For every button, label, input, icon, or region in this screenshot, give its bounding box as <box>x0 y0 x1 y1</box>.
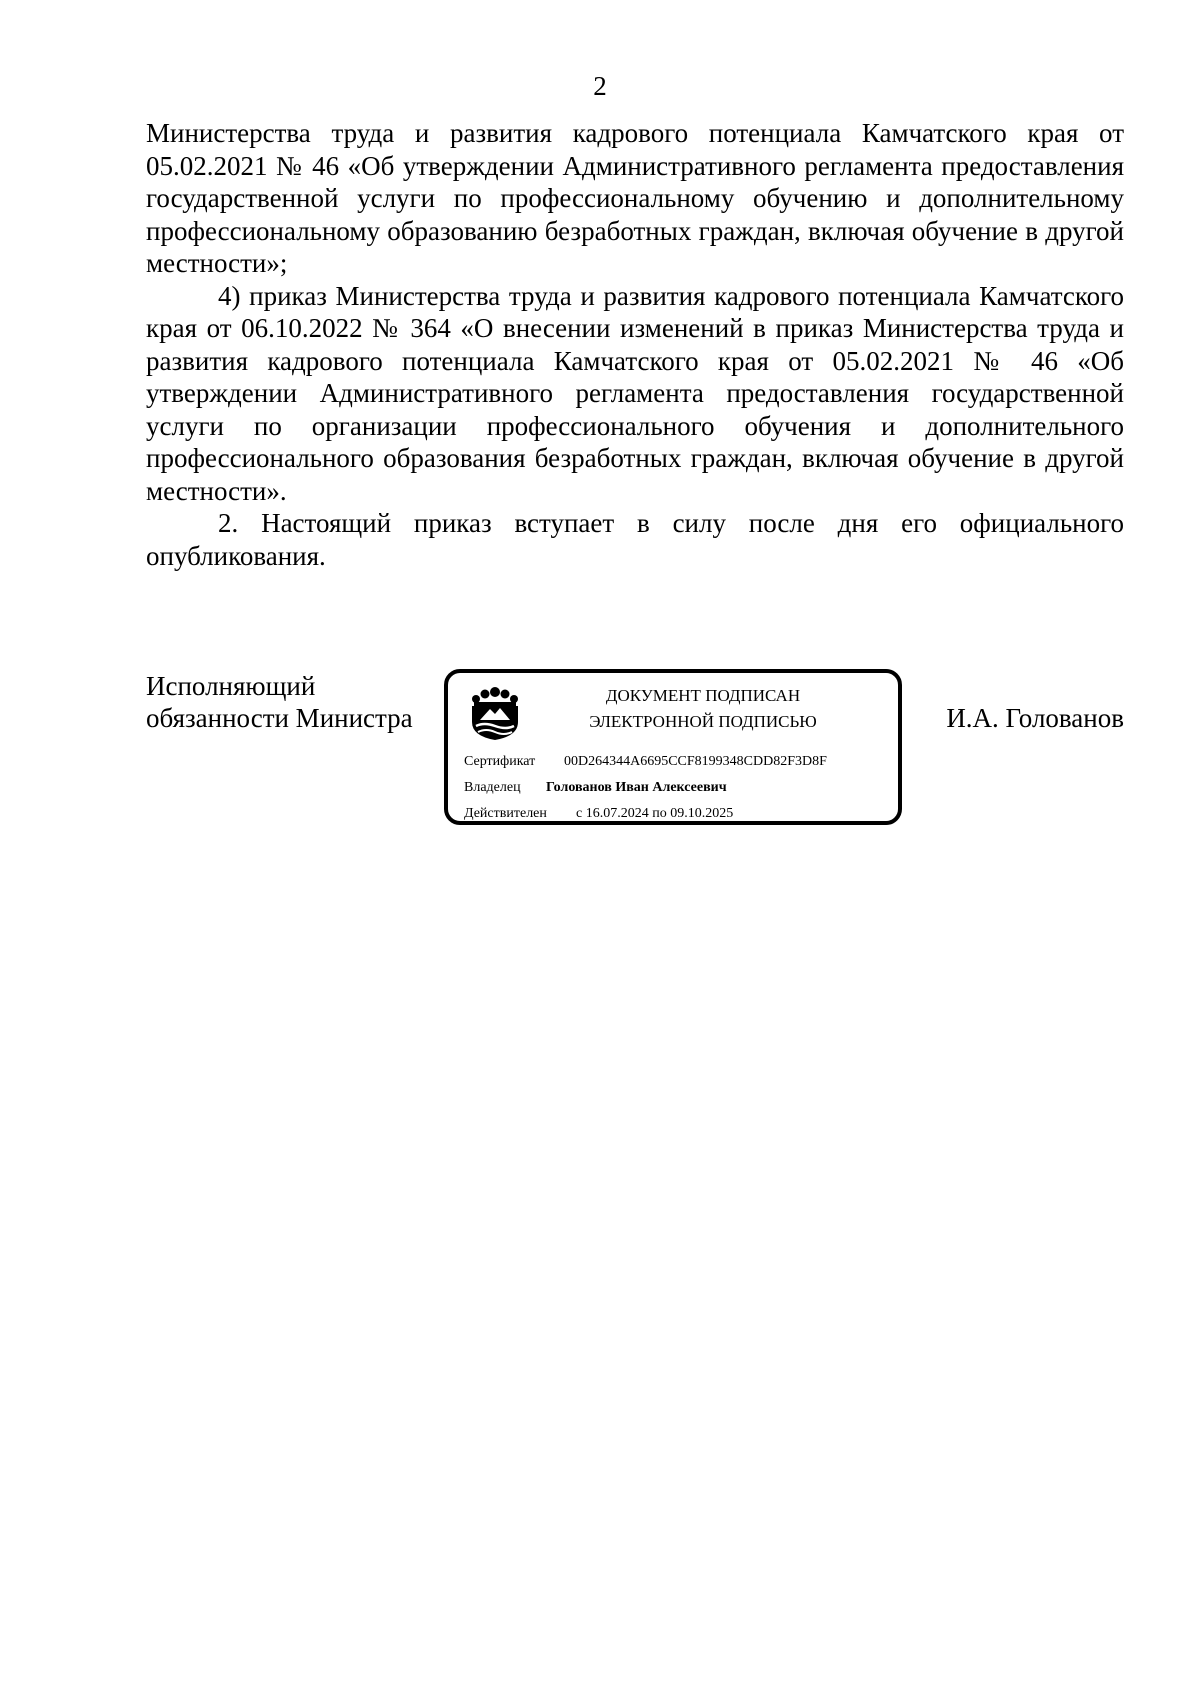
certificate-label: Сертификат <box>464 754 536 769</box>
coat-of-arms-icon <box>468 686 522 742</box>
paragraph-item-2: 2. Настоящий приказ вступает в силу после дня его официального опубликования. <box>146 508 1124 571</box>
owner-label: Владелец <box>464 780 521 795</box>
paragraph-continuation: Министерства труда и развития кадрового потенциала Камчатского края от 05.02.2021 № 46 «Об утверждении Административного регламента предоставления государственной услуги по профессиональному обучению и дополнительному профессиональному образованию безработных граждан, включая обучение в другой местности»; <box>146 118 1124 278</box>
valid-value: с 16.07.2024 по 09.10.2025 <box>576 806 734 821</box>
paragraph-item-4: 4) приказ Министерства труда и развития кадрового потенциала Камчатского края от 06.10.2022 № 364 «О внесении изменений в приказ Министерства труда и развития кадрового потенциала Камчатского края от 05.02.2021 № 46 «Об утверждении Административного регламента предоставления государственной услуги по организации профессионального обучения и дополнительного профессионального образования безработных граждан, включая обучение в другой местности». <box>146 280 1124 506</box>
signatory-name: И.А. Голованов <box>946 703 1124 733</box>
stamp-validity-row <box>464 805 733 823</box>
document-body <box>146 117 1124 572</box>
signatory-title-line1: Исполняющий <box>146 671 316 701</box>
stamp-heading-line2: ЭЛЕКТРОННОЙ ПОДПИСЬЮ <box>589 712 817 731</box>
page-number: 2 <box>593 71 607 101</box>
signatory-title-line2: обязанности Министра <box>146 703 413 733</box>
stamp-certificate-row <box>464 753 827 771</box>
electronic-signature-stamp <box>444 669 902 825</box>
stamp-heading-line1: ДОКУМЕНТ ПОДПИСАН <box>605 686 801 705</box>
certificate-value: 00D264344A6695CCF8199348CDD82F3D8F <box>564 754 827 769</box>
stamp-owner-row <box>464 779 727 797</box>
signatory-title <box>146 670 413 734</box>
owner-value: Голованов Иван Алексеевич <box>546 780 727 795</box>
valid-label: Действителен <box>464 806 547 821</box>
stamp-heading <box>548 683 858 735</box>
